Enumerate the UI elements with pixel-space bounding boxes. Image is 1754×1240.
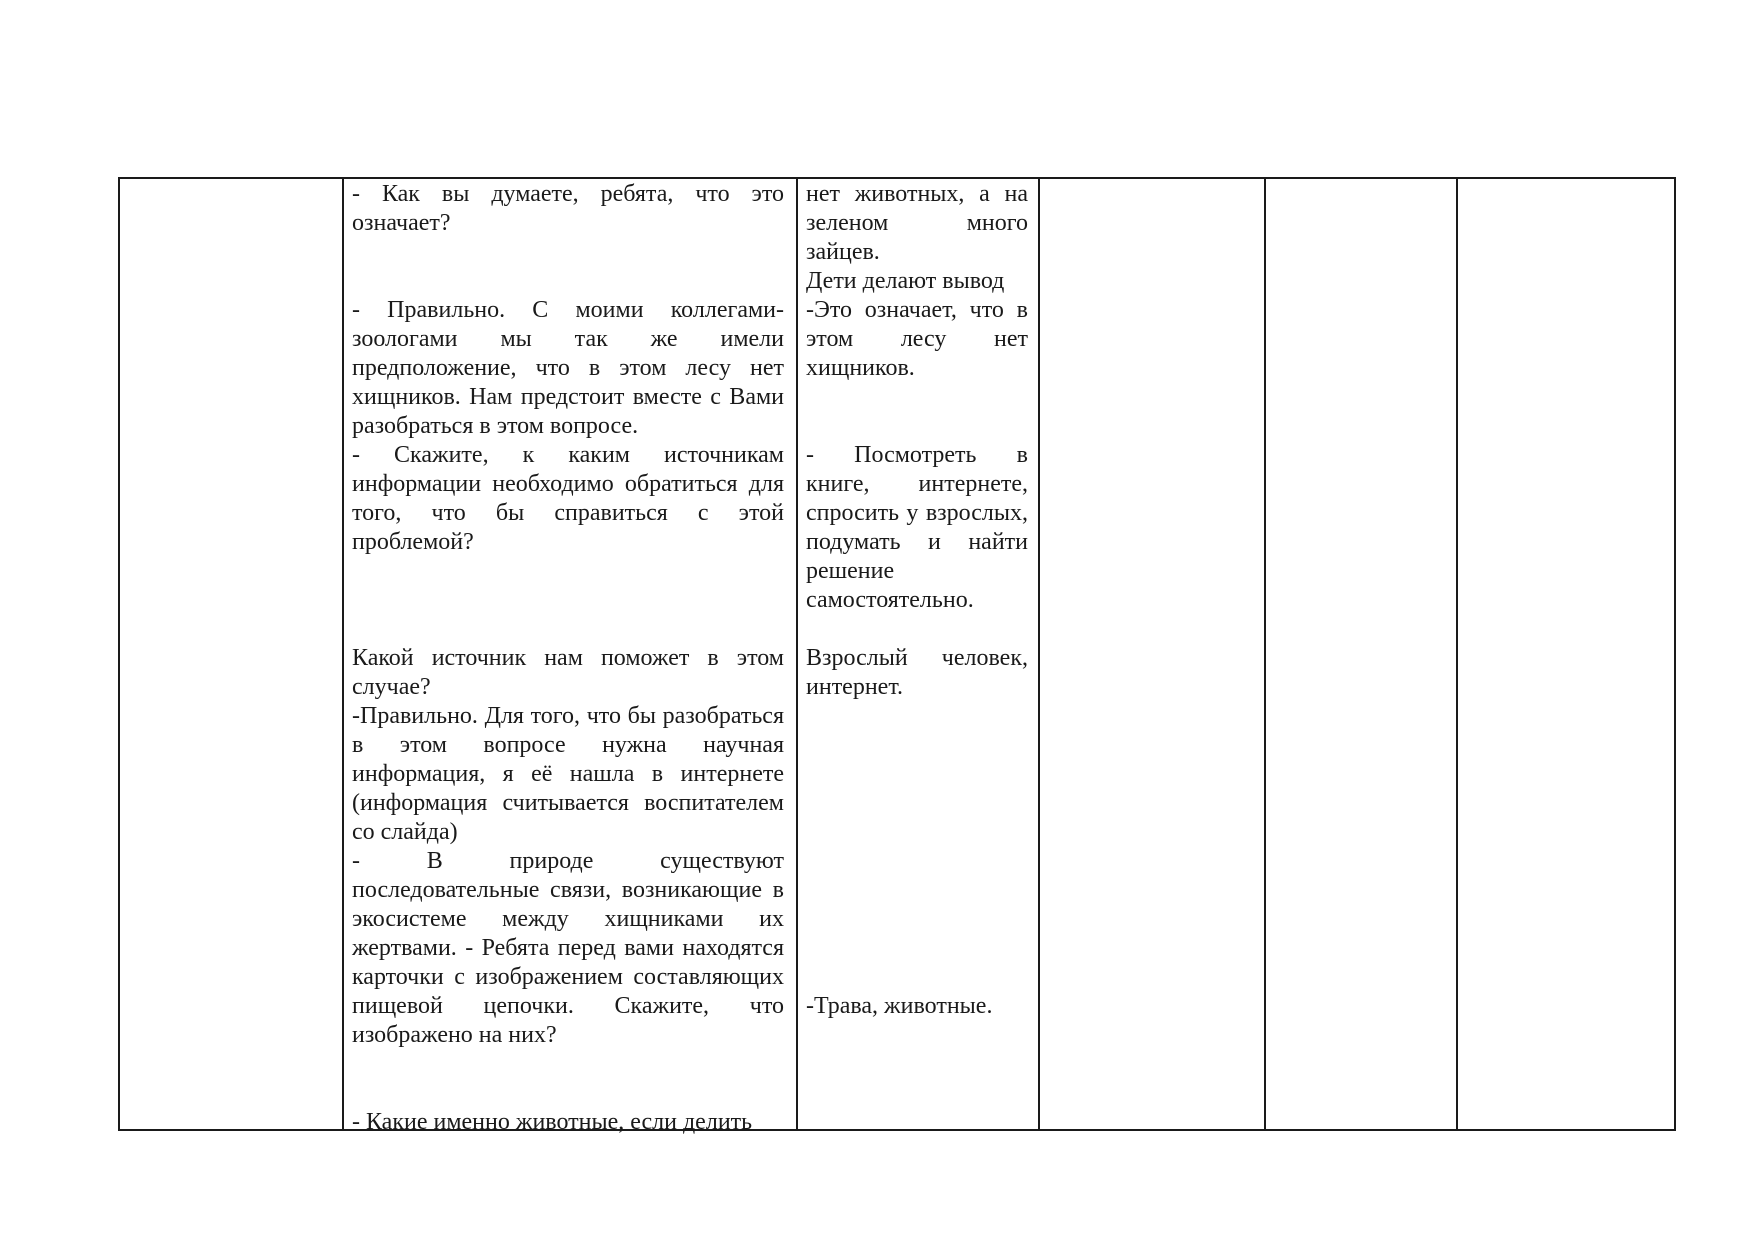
children-paragraph: нет животных, а на зеленом много зайцев. <box>806 181 1028 265</box>
teacher-activity-cell <box>352 180 784 1137</box>
children-paragraph: Взрослый человек, интернет. <box>806 645 1028 700</box>
children-paragraph: Дети делают вывод <box>806 268 1005 294</box>
column-divider-5 <box>1456 177 1458 1131</box>
children-paragraph: -Это означает, что в этом лесу нет хищников. <box>806 297 1028 381</box>
teacher-paragraph: - Какие именно животные, если делить <box>352 1109 753 1135</box>
column-divider-3 <box>1038 177 1040 1131</box>
teacher-paragraph: -Правильно. Для того, что бы разобраться в этом вопросе нужна научная информация, я её нашла в интернете (информация считывается воспитателем со слайда) <box>352 703 784 845</box>
children-paragraph: - Посмотреть в книге, интернете, спросить у взрослых, подумать и найти решение самостоятельно. <box>806 442 1028 613</box>
teacher-paragraph: - Правильно. С моими коллегами-зоологами мы так же имели предположение, что в этом лесу нет хищников. Нам предстоит вместе с Вами разобраться в этом вопросе. <box>352 297 784 439</box>
children-activity-cell <box>806 180 1028 1021</box>
teacher-paragraph: - Как вы думаете, ребята, что это означает? <box>352 181 784 236</box>
children-paragraph: -Трава, животные. <box>806 993 993 1019</box>
column-divider-1 <box>342 177 344 1131</box>
teacher-paragraph: - Скажите, к каким источникам информации необходимо обратиться для того, что бы справиться с этой проблемой? <box>352 442 784 555</box>
teacher-paragraph: Какой источник нам поможет в этом случае? <box>352 645 784 700</box>
teacher-paragraph: - В природе существуют последовательные связи, возникающие в экосистеме между хищниками их жертвами. - Ребята перед вами находятся карточки с изображением составляющих пищевой цепочки. Скажите, что изображено на них? <box>352 848 784 1048</box>
column-divider-4 <box>1264 177 1266 1131</box>
column-divider-2 <box>796 177 798 1131</box>
